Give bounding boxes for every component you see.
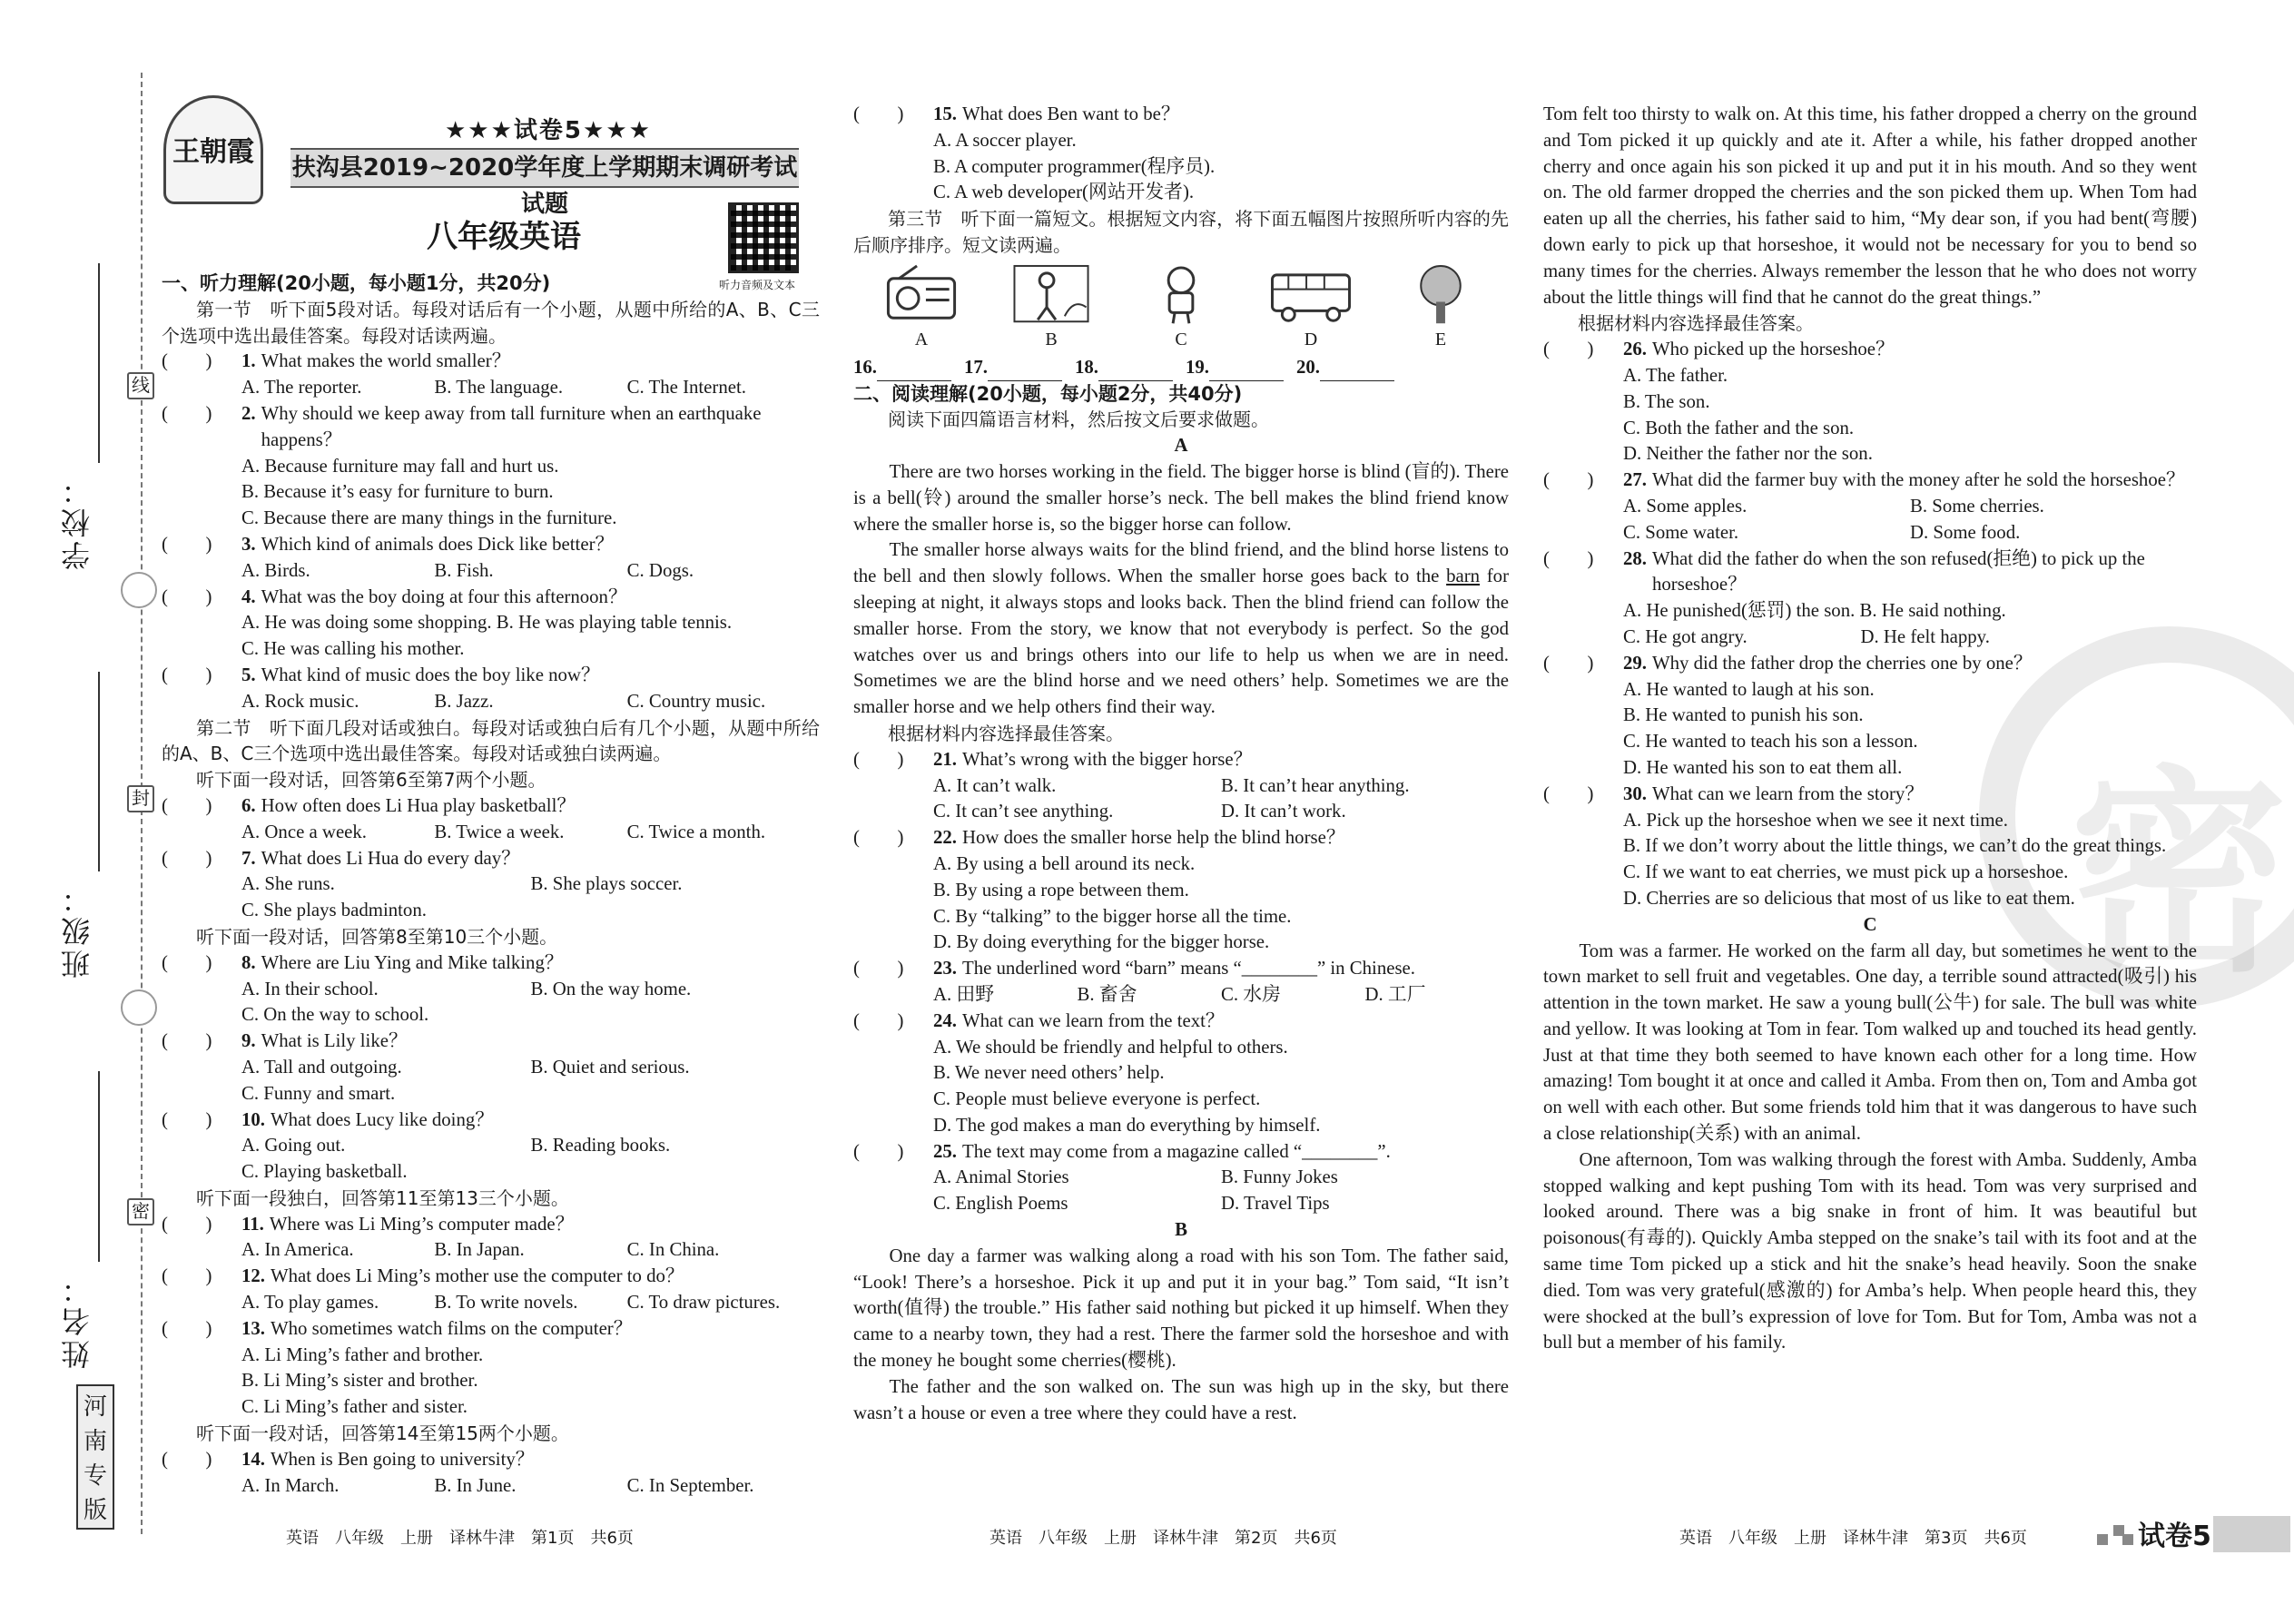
passage-b-p1: One day a farmer was walking along a road with his son Tom. The father said, “Look! There’s a horseshoe. Pick it up and put it in your bag.” Tom said, “It isn’t worth(值得) the trouble.” His father said nothing but picked it up himself. When they came to a nearby town, they had a rest. There the farmer sold the horseshoe and with the money he bought some cherries(樱桃). [853, 1245, 1509, 1372]
note-11-13: 听下面一段独白，回答第11至第13三个小题。 [196, 1186, 569, 1209]
option[interactable]: C. By “talking” to the bigger horse all the time. [933, 905, 1292, 927]
question-7 [162, 846, 820, 924]
option[interactable]: B. Funny Jokes [1221, 1166, 1338, 1188]
question-number: 27. [1623, 469, 1647, 491]
question-text: Who picked up the horseshoe？ [1652, 339, 1895, 360]
question-text: What does Li Hua do every day？ [261, 847, 520, 869]
option[interactable]: C. In September. [626, 1474, 754, 1496]
question-text: What did the father do when the son refused(拒绝) to pick up the horseshoe？ [1652, 547, 2145, 595]
seal-char-mi: 密 [127, 1198, 154, 1225]
option[interactable]: B. It can’t hear anything. [1221, 774, 1410, 796]
option[interactable]: D. The god makes a man do everything by himself. [933, 1114, 1321, 1136]
option[interactable]: D. Some food. [1910, 521, 2021, 543]
passage-a-p1: There are two horses working in the field. The bigger horse is blind (盲的). There is a bell(铃) around the smaller horse’s neck. The bell makes the blind friend know where the smaller horse is, so the bigger horse can follow. [853, 460, 1509, 535]
answer-bracket[interactable]: ( ) [853, 748, 904, 770]
question-text: Where are Liu Ying and Mike talking？ [261, 951, 564, 973]
question-number: 21. [933, 748, 957, 770]
option[interactable]: C. To draw pictures. [626, 1292, 781, 1314]
seal-char-xian: 线 [127, 372, 154, 399]
question-number: 8. [241, 951, 256, 973]
radio-icon [881, 262, 962, 325]
option[interactable]: B. The son. [1623, 390, 1710, 412]
question-23 [853, 956, 1509, 1009]
answer-bracket[interactable]: ( ) [853, 103, 904, 124]
option[interactable]: C. Playing basketball. [241, 1161, 408, 1183]
option[interactable]: D. 工厂 [1364, 983, 1426, 1005]
question-text: What can we learn from the story？ [1652, 782, 1925, 804]
tree-icon [1400, 262, 1482, 325]
option[interactable]: A. In their school. [241, 978, 379, 999]
option[interactable]: A. The reporter. [241, 377, 362, 399]
option[interactable]: C. The Internet. [626, 377, 746, 399]
option[interactable]: A. Animal Stories [933, 1166, 1069, 1188]
picture-b: B [1001, 262, 1101, 353]
question-25 [853, 1139, 1509, 1217]
paper-number: 试卷5 [2138, 1521, 2211, 1552]
question-number: 4. [241, 586, 256, 607]
footer-page-3: 英语 八年级 上册 译林牛津 第3页 共6页 [1679, 1529, 2027, 1548]
answer-bracket[interactable]: ( ) [853, 1009, 904, 1031]
question-13 [162, 1316, 820, 1421]
answer-bracket[interactable]: ( ) [162, 402, 212, 424]
blank-18[interactable]: 18. [1075, 355, 1173, 381]
option[interactable]: A. In March. [241, 1474, 340, 1496]
column-1 [162, 271, 820, 1499]
question-text: What kind of music does the boy like now？ [261, 664, 600, 685]
series-label: ★★★试卷5★★★ [445, 117, 652, 144]
question-text: When is Ben going to university？ [271, 1448, 535, 1470]
corner-bar [2213, 1516, 2290, 1552]
corner-square-icon [2097, 1534, 2108, 1545]
option[interactable]: A. He was doing some shopping. B. He was playing table tennis. [241, 612, 733, 634]
name-line [98, 1071, 100, 1262]
question-text: How does the smaller horse help the blind horse？ [962, 827, 1345, 849]
question-text: What is Lily like？ [261, 1030, 408, 1052]
option[interactable]: A. Tall and outgoing. [241, 1056, 402, 1078]
question-number: 9. [241, 1030, 256, 1052]
part1-heading: 一、听力理解(20小题，每小题1分，共20分) [162, 272, 551, 294]
note-6-7: 听下面一段对话，回答第6至第7两个小题。 [196, 769, 546, 792]
option[interactable]: C. She plays badminton. [241, 900, 427, 921]
question-29 [1543, 651, 2197, 782]
answer-bracket[interactable]: ( ) [853, 958, 904, 979]
option[interactable]: A. In America. [241, 1239, 354, 1261]
passage-c-label: C [1863, 913, 1877, 935]
question-15 [853, 102, 1509, 206]
option[interactable]: C. Some water. [1623, 521, 1739, 543]
option[interactable]: A. Going out. [241, 1135, 346, 1156]
answer-bracket[interactable]: ( ) [853, 1140, 904, 1162]
brand-logo: 王朝霞 [163, 95, 263, 204]
passage-a-choose: 根据材料内容选择最佳答案。 [888, 722, 1124, 744]
question-number: 5. [241, 664, 256, 685]
answer-bracket[interactable]: ( ) [162, 350, 212, 372]
question-number: 28. [1623, 547, 1647, 569]
question-8 [162, 950, 820, 1029]
option[interactable]: B. Fish. [434, 559, 494, 581]
part2-heading: 二、阅读理解(20小题，每小题2分，共40分) [853, 382, 1243, 405]
option[interactable]: D. He wanted his son to eat them all. [1623, 756, 1903, 778]
option[interactable]: B. Reading books. [530, 1135, 671, 1156]
answer-bracket[interactable]: ( ) [1543, 339, 1594, 360]
school-label: 学校： [61, 472, 94, 570]
question-14 [162, 1447, 820, 1500]
class-label: 班级： [61, 881, 94, 979]
question-12 [162, 1264, 820, 1316]
option[interactable]: C. English Poems [933, 1193, 1068, 1215]
passage-b-label: B [1175, 1219, 1187, 1241]
note-8-10: 听下面一段对话，回答第8至第10三个小题。 [196, 925, 558, 948]
option[interactable]: C. A web developer(网站开发者). [933, 182, 1195, 203]
option[interactable]: A. The father. [1623, 364, 1728, 386]
question-number: 24. [933, 1009, 957, 1031]
part1-section3-instructions: 第三节 听下面一篇短文。根据短文内容，将下面五幅图片按照所听内容的先后顺序排序。短文读两遍。 [853, 208, 1509, 256]
option[interactable]: B. Some cherries. [1910, 495, 2044, 517]
option[interactable]: C. He wanted to teach his son a lesson. [1623, 731, 1918, 753]
passage-b-p3: Tom felt too thirsty to walk on. At this time, his father dropped a cherry on the ground and Tom picked it up quickly and ate it. After a while, his father dropped another cherry and once again his son picked it up and put it in his mouth. And so they went on. The old farmer dropped the cherries and the son picked them up. When Tom had eaten up all the cherries, his father said to him, “My dear son, if you had bent(弯腰) down early to pick up that horseshoe, it would not be necessary for you to bend so many times for the cherries. Always remember the lesson that he who does not worry about the little things will find that he cannot do the great things.” [1543, 103, 2197, 308]
province-badge: 河南专版 [76, 1384, 114, 1530]
qr-caption: 听力音频及文本 [719, 279, 796, 291]
option[interactable]: B. Li Ming’s sister and brother. [241, 1370, 478, 1392]
option[interactable]: A. Because furniture may fall and hurt us. [241, 455, 559, 477]
question-2 [162, 401, 820, 532]
column-3 [1543, 102, 2197, 1356]
option[interactable]: A. Birds. [241, 559, 310, 581]
option[interactable]: B. Jazz. [434, 690, 494, 712]
answer-bracket[interactable]: ( ) [162, 847, 212, 869]
question-number: 29. [1623, 652, 1647, 674]
question-text: Where was Li Ming’s computer made？ [269, 1213, 575, 1235]
option[interactable]: C. Twice a month. [626, 821, 766, 842]
question-number: 1. [241, 350, 256, 372]
option[interactable]: C. 水房 [1221, 983, 1281, 1005]
option[interactable]: B. 畜舍 [1077, 983, 1137, 1005]
option[interactable]: C. Country music. [626, 690, 766, 712]
answer-bracket[interactable]: ( ) [1543, 652, 1594, 674]
answer-bracket[interactable]: ( ) [162, 1265, 212, 1287]
seal-char-feng: 封 [127, 785, 154, 812]
answer-bracket[interactable]: ( ) [853, 827, 904, 849]
question-number: 6. [241, 794, 256, 816]
option[interactable]: C. In China. [626, 1239, 720, 1261]
note-14-15: 听下面一段对话，回答第14至第15两个小题。 [196, 1422, 569, 1445]
question-text: What does Lucy like doing？ [271, 1108, 495, 1130]
option[interactable]: A. To play games. [241, 1292, 379, 1314]
option[interactable]: B. In June. [434, 1474, 517, 1496]
footer-page-1: 英语 八年级 上册 译林牛津 第1页 共6页 [286, 1529, 634, 1548]
option[interactable]: A. He wanted to laugh at his son. [1623, 678, 1875, 700]
option[interactable]: C. Funny and smart. [241, 1082, 396, 1104]
option[interactable]: A. A soccer player. [933, 129, 1077, 151]
blank-20[interactable]: 20. [1296, 355, 1394, 381]
question-text: What makes the world smaller？ [261, 350, 511, 372]
question-number: 26. [1623, 339, 1647, 360]
answer-bracket[interactable]: ( ) [162, 1030, 212, 1052]
option[interactable]: A. By using a bell around its neck. [933, 852, 1196, 874]
option[interactable]: B. In Japan. [434, 1239, 525, 1261]
qr-code-icon[interactable] [728, 202, 799, 273]
option[interactable]: B. If we don’t worry about the little things, we can’t do the great things. [1623, 835, 2167, 857]
passage-c-p1: Tom was a farmer. He worked on the farm all day, but sometimes he went to the town market to sell fruit and vegetables. One day, a terrible sound attracted(吸引) his attention in the town market. He saw a young bull(公牛) for sale. The bull was white and yellow. It was looking at Tom in fear. Tom walked up and touched its head gently. Just at that time they both seemed to have known each other for a long time. How amazing! Tom bought it at once and called it Amba. From then on, Tom and Amba got on well with each other. But some friends told him that it was dangerous to have such a close relationship(关系) with an animal. [1543, 940, 2197, 1145]
ordering-blanks [853, 355, 1509, 381]
option[interactable]: A. Li Ming’s father and brother. [241, 1343, 484, 1365]
option[interactable]: C. On the way to school. [241, 1004, 429, 1026]
answer-bracket[interactable]: ( ) [162, 1448, 212, 1470]
question-6 [162, 793, 820, 846]
part1-section1-instructions: 第一节 听下面5段对话。每段对话后有一个小题，从题中所给的A、B、C三个选项中选出最佳答案。每段对话读两遍。 [162, 298, 820, 347]
option[interactable]: C. Because there are many things in the furniture. [241, 507, 617, 529]
question-number: 12. [241, 1265, 265, 1287]
answer-bracket[interactable]: ( ) [162, 1108, 212, 1130]
class-line [98, 672, 100, 871]
blank-19[interactable]: 19. [1186, 355, 1284, 381]
question-text: What did the farmer buy with the money after he sold the horseshoe？ [1652, 469, 2185, 491]
option[interactable]: A. Some apples. [1623, 495, 1748, 517]
question-1 [162, 349, 820, 401]
question-text: Which kind of animals does Dick like better？ [261, 533, 615, 555]
question-3 [162, 532, 820, 585]
passage-c-p2: One afternoon, Tom was walking through the forest with Amba. Suddenly, Amba stopped walking and kept pushing Tom with its head. Tom was very surprised and looked around. There was a big snake in front of him. It was beautiful but poisonous(有毒的). Quickly Amba stepped on the snake’s tail with its foot and at the same time Tom picked up a stick and hit the snake’s head heavily. Soon the snake died. Tom was very grateful(感激的) for Amba’s help. When people heard this, they were shocked at the bull’s expression of love for Tom. But for Tom, Amba was not a bull but a member of his family. [1543, 1148, 2197, 1353]
question-number: 25. [933, 1140, 957, 1162]
option[interactable]: C. It can’t see anything. [933, 801, 1114, 822]
question-10 [162, 1107, 820, 1186]
option[interactable]: C. He was calling his mother. [241, 638, 465, 660]
picture-a: A [871, 262, 971, 353]
question-4 [162, 585, 820, 663]
option[interactable]: A. He punished(惩罚) the son. B. He said nothing. [1623, 600, 2006, 622]
option[interactable]: B. The language. [434, 377, 564, 399]
question-number: 14. [241, 1448, 265, 1470]
column-2 [853, 102, 1509, 1426]
answer-bracket[interactable]: ( ) [162, 1213, 212, 1235]
question-text: What does Ben want to be？ [962, 103, 1180, 124]
passage-a-p2: The smaller horse always waits for the blind friend, and the blind horse listens to the bell and then slowly follows. When the smaller horse goes back to the barn for sleeping at night, it always stops and looks back. Then the blind friend can follow the smaller horse. From the story, we know that not everybody is perfect. So the god watches over us and brings others into our life to help us when we are in need. Sometimes we are the blind horse and we need others’ help. Sometimes we are the smaller horse and we help others find their way. [853, 539, 1509, 718]
option[interactable]: A. It can’t walk. [933, 774, 1057, 796]
option[interactable]: C. Dogs. [626, 559, 694, 581]
grade-subject: 八年级英语 [427, 219, 581, 255]
answer-bracket[interactable]: ( ) [162, 1317, 212, 1339]
option[interactable]: B. A computer programmer(程序员). [933, 155, 1216, 177]
option[interactable]: B. She plays soccer. [530, 873, 683, 895]
option[interactable]: B. We never need others’ help. [933, 1062, 1165, 1084]
question-text: What does Li Ming’s mother use the computer to do？ [271, 1265, 684, 1287]
picture-row [853, 259, 1509, 355]
answer-bracket[interactable]: ( ) [162, 533, 212, 555]
question-number: 15. [933, 103, 957, 124]
question-26 [1543, 337, 2197, 468]
option[interactable]: B. Because it’s easy for furniture to burn. [241, 481, 554, 503]
school-line [98, 263, 100, 463]
picture-e: E [1391, 262, 1491, 353]
question-text: What can we learn from the text？ [962, 1009, 1225, 1031]
option[interactable]: D. By doing everything for the bigger horse. [933, 931, 1270, 953]
question-5 [162, 663, 820, 715]
question-text: Why did the father drop the cherries one by one？ [1652, 652, 2033, 674]
question-11 [162, 1212, 820, 1265]
question-number: 10. [241, 1108, 265, 1130]
option[interactable]: C. If we want to eat cherries, we must pick up a horseshoe. [1623, 861, 2069, 883]
blank-17[interactable]: 17. [964, 355, 1062, 381]
passage-b-choose: 根据材料内容选择最佳答案。 [1578, 312, 1814, 335]
question-number: 13. [241, 1317, 265, 1339]
part2-instructions: 阅读下面四篇语言材料，然后按文后要求做题。 [888, 408, 1269, 431]
question-number: 3. [241, 533, 256, 555]
question-text: Why should we keep away from tall furniture when an earthquake happens？ [261, 402, 762, 450]
question-text: The underlined word “barn” means “________” in Chinese. [962, 958, 1415, 979]
answer-bracket[interactable]: ( ) [1543, 782, 1594, 804]
question-text: What’s wrong with the bigger horse？ [962, 748, 1253, 770]
seal-circle-icon [121, 989, 157, 1026]
question-number: 22. [933, 827, 957, 849]
answer-bracket[interactable]: ( ) [162, 794, 212, 816]
question-9 [162, 1029, 820, 1107]
question-number: 23. [933, 958, 957, 979]
question-24 [853, 1009, 1509, 1139]
question-30 [1543, 782, 2197, 912]
option[interactable]: A. Once a week. [241, 821, 368, 842]
bus-icon [1270, 262, 1352, 325]
question-number: 7. [241, 847, 256, 869]
cartoon-child-icon [1140, 262, 1222, 325]
option[interactable]: C. Li Ming’s father and sister. [241, 1396, 468, 1418]
question-text: The text may come from a magazine called “________”. [962, 1140, 1391, 1162]
exam-title: 扶沟县2019~2020学年度上学期期末调研考试试题 [290, 148, 799, 188]
option[interactable]: D. It can’t work. [1221, 801, 1346, 822]
footer-page-2: 英语 八年级 上册 译林牛津 第2页 共6页 [989, 1529, 1337, 1548]
option[interactable]: D. Neither the father nor the son. [1623, 443, 1873, 465]
passage-b-p2: The father and the son walked on. The sun was high up in the sky, but there wasn’t a house or even a tree where they could have a rest. [853, 1375, 1509, 1423]
name-label: 姓名： [61, 1271, 94, 1369]
watermark-seal-icon: 密 [2070, 747, 2289, 1001]
option[interactable]: A. She runs. [241, 873, 335, 895]
question-number: 11. [241, 1213, 264, 1235]
answer-bracket[interactable]: ( ) [162, 951, 212, 973]
option[interactable]: B. On the way home. [530, 978, 692, 999]
option[interactable]: D. Cherries are so delicious that most of us like to eat them. [1623, 887, 2075, 909]
corner-square-icon [2122, 1534, 2133, 1545]
question-text: What was the boy doing at four this afternoon？ [261, 586, 627, 607]
underlined-word: barn [1446, 566, 1481, 587]
option[interactable]: A. 田野 [933, 983, 995, 1005]
option[interactable]: B. He wanted to punish his son. [1623, 704, 1864, 726]
part1-section2-instructions: 第二节 听下面几段对话或独白。每段对话或独白后有几个小题，从题中所给的A、B、C三个选项中选出最佳答案。每段对话或独白读两遍。 [162, 716, 820, 765]
option[interactable]: A. We should be friendly and helpful to others. [933, 1036, 1288, 1058]
question-number: 30. [1623, 782, 1647, 804]
question-text: Who sometimes watch films on the computer？ [271, 1317, 633, 1339]
question-28 [1543, 546, 2197, 651]
answer-bracket[interactable]: ( ) [162, 586, 212, 607]
picture-d: D [1261, 262, 1361, 353]
answer-bracket[interactable]: ( ) [162, 664, 212, 685]
option[interactable]: A. Rock music. [241, 690, 359, 712]
option[interactable]: B. To write novels. [434, 1292, 578, 1314]
seal-circle-icon [121, 572, 157, 608]
option[interactable]: C. People must believe everyone is perfect. [933, 1088, 1261, 1110]
option[interactable]: B. Quiet and serious. [530, 1056, 690, 1078]
option[interactable]: B. By using a rope between them. [933, 879, 1189, 901]
option[interactable]: D. Travel Tips [1221, 1193, 1330, 1215]
blank-16[interactable]: 16. [853, 355, 951, 381]
answer-bracket[interactable]: ( ) [1543, 469, 1594, 491]
option[interactable]: A. Pick up the horseshoe when we see it next time. [1623, 809, 2008, 831]
option[interactable]: B. Twice a week. [434, 821, 565, 842]
question-21 [853, 747, 1509, 825]
question-22 [853, 825, 1509, 956]
question-text: How often does Li Hua play basketball？ [261, 794, 576, 816]
question-number: 2. [241, 402, 256, 424]
passage-a-label: A [1174, 435, 1188, 457]
answer-bracket[interactable]: ( ) [1543, 547, 1594, 569]
option[interactable]: C. He got angry. D. He felt happy. [1623, 625, 1990, 647]
question-27 [1543, 468, 2197, 546]
person-landscape-icon [1010, 262, 1092, 325]
picture-c: C [1131, 262, 1231, 353]
option[interactable]: C. Both the father and the son. [1623, 417, 1855, 438]
